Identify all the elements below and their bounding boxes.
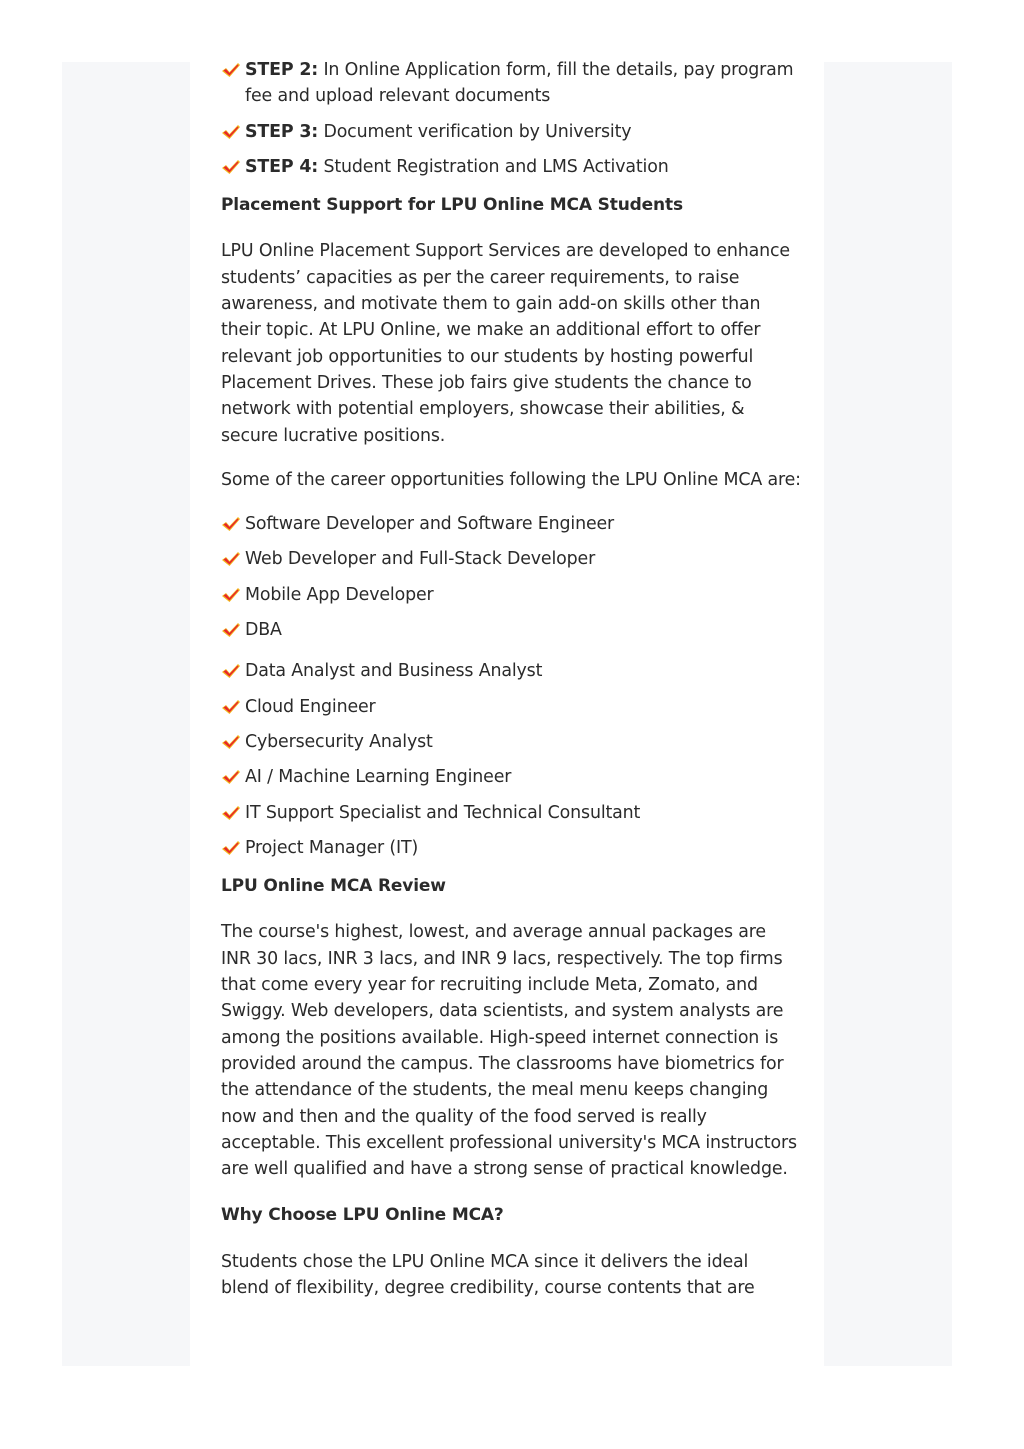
step-label: STEP 3:: [245, 121, 319, 142]
career-label: Web Developer and Full-Stack Developer: [245, 549, 596, 570]
left-margin-panel: [62, 62, 190, 1366]
career-item: [221, 658, 801, 684]
checkmark-icon: [221, 698, 241, 716]
career-item: [221, 800, 801, 826]
why-heading: Why Choose LPU Online MCA?: [221, 1205, 504, 1226]
checkmark-icon: [221, 515, 241, 533]
career-item: [221, 694, 801, 720]
career-label: IT Support Specialist and Technical Consultant: [245, 802, 641, 823]
checkmark-icon: [221, 804, 241, 822]
placement-paragraph: LPU Online Placement Support Services are developed to enhance students’ capacities as per the career requirements, to raise awareness, and motivate them to gain add-on skills other than their topic. At LPU Online, we make an additional effort to offer relevant job opportunities to our students by hosting powerful Placement Drives. These job fairs give students the chance to network with potential employers, showcase their abilities, & secure lucrative positions.: [221, 241, 790, 446]
career-label: Mobile App Developer: [245, 584, 434, 605]
career-label: DBA: [245, 620, 282, 641]
checkmark-icon: [221, 768, 241, 786]
checkmark-icon: [221, 550, 241, 568]
checkmark-icon: [221, 586, 241, 604]
career-label: Data Analyst and Business Analyst: [245, 661, 543, 682]
career-label: Software Developer and Software Engineer: [245, 514, 615, 535]
career-item: [221, 546, 801, 572]
checkmark-icon: [221, 61, 241, 79]
career-item: [221, 582, 801, 608]
step-label: STEP 2:: [245, 60, 319, 80]
step-label: STEP 4:: [245, 156, 319, 177]
checkmark-icon: [221, 733, 241, 751]
career-item: [221, 511, 801, 537]
step-item: [221, 154, 801, 180]
step-text: Document verification by University: [318, 121, 632, 142]
placement-heading: Placement Support for LPU Online MCA Students: [221, 195, 683, 216]
step-text: In Online Application form, fill the details, pay program fee and upload relevant documents: [245, 60, 794, 107]
article-content: [221, 57, 801, 1301]
career-label: AI / Machine Learning Engineer: [245, 767, 512, 788]
checkmark-icon: [221, 123, 241, 141]
career-item: [221, 729, 801, 755]
step-item: [221, 119, 801, 145]
career-label: Cybersecurity Analyst: [245, 731, 433, 752]
checkmark-icon: [221, 621, 241, 639]
checkmark-icon: [221, 839, 241, 857]
review-heading: LPU Online MCA Review: [221, 876, 446, 897]
checkmark-icon: [221, 158, 241, 176]
why-paragraph: Students chose the LPU Online MCA since it delivers the ideal blend of flexibility, degree credibility, course contents that are: [221, 1251, 755, 1298]
career-label: Cloud Engineer: [245, 696, 376, 717]
career-item: [221, 764, 801, 790]
checkmark-icon: [221, 662, 241, 680]
career-item: [221, 835, 801, 861]
review-paragraph: The course's highest, lowest, and average annual packages are INR 30 lacs, INR 3 lacs, and INR 9 lacs, respectively. The top firms that come every year for recruiting include Meta, Zomato, and Swiggy. Web developers, data scientists, and system analysts are among the positions available. High-speed internet connection is provided around the campus. The classrooms have biometrics for the attendance of the students, the meal menu keeps changing now and then and the quality of the food served is really acceptable. This excellent professional university's MCA instructors are well qualified and have a strong sense of practical knowledge.: [221, 922, 797, 1180]
careers-list: [221, 511, 801, 861]
steps-list: [221, 57, 801, 180]
right-margin-panel: [824, 62, 952, 1366]
step-item: [221, 57, 801, 110]
career-label: Project Manager (IT): [245, 837, 419, 858]
step-text: Student Registration and LMS Activation: [318, 156, 669, 177]
careers-intro: Some of the career opportunities following the LPU Online MCA are:: [221, 469, 801, 490]
career-item: [221, 617, 801, 643]
